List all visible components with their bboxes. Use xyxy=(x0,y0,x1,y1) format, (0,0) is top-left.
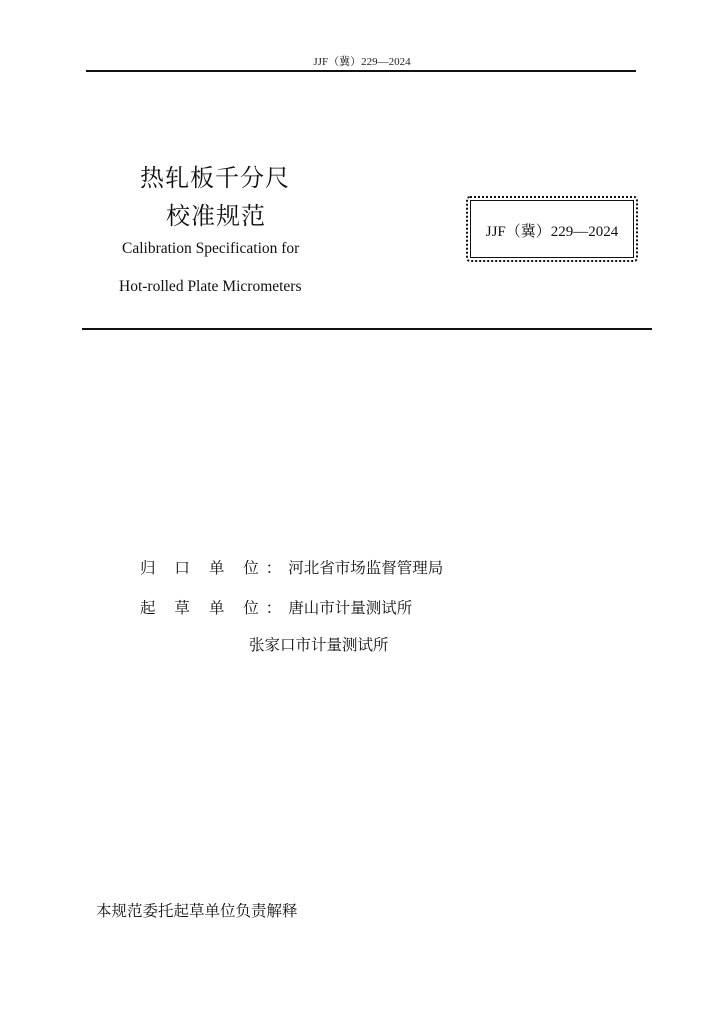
header-rule xyxy=(86,70,636,72)
title-chinese-line-2: 校准规范 xyxy=(166,202,266,230)
drafting-unit-line xyxy=(140,596,412,618)
drafting-unit-value-2: 张家口市计量测试所 xyxy=(249,636,389,654)
centralized-unit-label: 归 口 单 位： xyxy=(140,559,289,577)
running-header-code: JJF（冀）229—2024 xyxy=(313,56,411,68)
specification-code: JJF（冀）229—2024 xyxy=(485,224,619,240)
drafting-unit-value-1: 唐山市计量测试所 xyxy=(288,599,413,617)
title-chinese-line-1: 热轧板千分尺 xyxy=(140,164,290,192)
title-english-line-1: Calibration Specification for xyxy=(122,240,300,257)
drafting-unit-label: 起 草 单 位： xyxy=(140,599,289,617)
interpretation-note: 本规范委托起草单位负责解释 xyxy=(96,902,298,920)
centralized-unit-line xyxy=(140,556,443,578)
title-rule xyxy=(82,328,652,330)
centralized-unit-value: 河北省市场监督管理局 xyxy=(288,559,444,577)
specification-code-box xyxy=(466,196,638,262)
title-english-line-2: Hot-rolled Plate Micrometers xyxy=(119,278,302,295)
